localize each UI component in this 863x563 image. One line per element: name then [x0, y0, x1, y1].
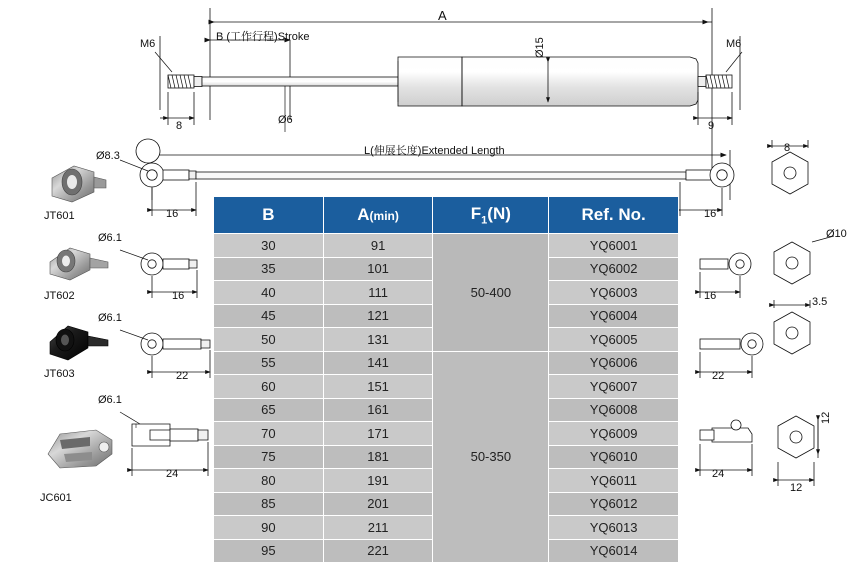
fitting-jc601: [40, 420, 126, 504]
dim-label-8-right: 8: [784, 142, 791, 154]
fitting-jt602: [44, 240, 114, 306]
fitting-jt601-image: [44, 160, 114, 208]
fitting-jt601-code: JT601: [44, 210, 75, 222]
cell-ref: YQ6004: [549, 304, 679, 328]
cell-a: 131: [323, 328, 433, 352]
label-thread-left: M6: [140, 38, 156, 50]
dim-label-rod-dia: Ø6: [278, 114, 293, 126]
fitting-jt603-image: [44, 318, 114, 366]
cell-a: 181: [323, 445, 433, 469]
cell-a: 141: [323, 351, 433, 375]
fitting-jc601-image: [40, 420, 126, 476]
cell-a: 91: [323, 234, 433, 258]
fitting-jt603-code: JT603: [44, 368, 75, 380]
cell-ref: YQ6003: [549, 281, 679, 305]
fitting-jt602-image: [44, 240, 114, 288]
cell-b: 40: [214, 281, 324, 305]
table-header-row: [214, 197, 679, 234]
cell-b: 30: [214, 234, 324, 258]
cell-ref: YQ6006: [549, 351, 679, 375]
cell-a: 191: [323, 469, 433, 493]
cell-b: 90: [214, 516, 324, 540]
cell-b: 85: [214, 492, 324, 516]
label-thread-right: M6: [726, 38, 742, 50]
cell-ref: YQ6013: [549, 516, 679, 540]
cell-ref: YQ6011: [549, 469, 679, 493]
column-header-a: [323, 197, 433, 234]
specification-table: [213, 196, 679, 563]
cell-b: 75: [214, 445, 324, 469]
cell-force-group-2: 50-350: [433, 351, 549, 563]
dim-label-stroke: B (工作行程)Stroke: [216, 31, 310, 43]
cell-ref: YQ6014: [549, 539, 679, 563]
cell-b: 55: [214, 351, 324, 375]
dim-label-16-left-row2: 16: [172, 290, 185, 302]
cell-b: 65: [214, 398, 324, 422]
dim-label-9-right: 9: [708, 120, 715, 132]
dim-label-eye-dia-6-1-a: Ø6.1: [98, 232, 122, 244]
cell-ref: YQ6009: [549, 422, 679, 446]
fitting-jt601: [44, 160, 114, 226]
dim-label-extended-length: L(伸展长度)Extended Length: [364, 145, 505, 157]
dim-label-16-right-row2: 16: [704, 290, 717, 302]
dim-label-a: A: [438, 8, 447, 23]
cell-a: 111: [323, 281, 433, 305]
dim-label-tube-dia: Ø15: [534, 37, 546, 58]
cell-b: 95: [214, 539, 324, 563]
dim-label-12-vertical: 12: [820, 411, 832, 424]
column-header-a-unit: (min): [369, 209, 399, 223]
dim-label-eye-dia-6-1-c: Ø6.1: [98, 394, 122, 406]
column-header-force-text: F: [470, 203, 482, 223]
column-header-ref: Ref. No.: [549, 197, 679, 234]
dim-label-3-5-right: 3.5: [812, 296, 828, 308]
cell-ref: YQ6012: [549, 492, 679, 516]
cell-b: 35: [214, 257, 324, 281]
cell-b: 45: [214, 304, 324, 328]
cell-a: 121: [323, 304, 433, 328]
cell-a: 151: [323, 375, 433, 399]
cell-a: 211: [323, 516, 433, 540]
cell-b: 60: [214, 375, 324, 399]
cell-ref: YQ6002: [549, 257, 679, 281]
cell-ref: YQ6005: [549, 328, 679, 352]
cell-a: 171: [323, 422, 433, 446]
dim-label-eye-dia-6-1-b: Ø6.1: [98, 312, 122, 324]
fitting-jt603: [44, 318, 114, 384]
dim-label-eye-dia-8-3: Ø8.3: [96, 150, 120, 162]
table-body: [214, 234, 679, 563]
column-header-a-text: A: [357, 205, 370, 224]
table-row: [214, 234, 679, 258]
dim-label-8-left: 8: [176, 120, 183, 132]
cell-a: 161: [323, 398, 433, 422]
column-header-force-unit: (N): [487, 203, 511, 223]
dim-label-22-left: 22: [176, 370, 189, 382]
cell-b: 80: [214, 469, 324, 493]
cell-a: 201: [323, 492, 433, 516]
fitting-jc601-code: JC601: [40, 492, 72, 504]
cell-ref: YQ6001: [549, 234, 679, 258]
cell-ref: YQ6010: [549, 445, 679, 469]
column-header-force-sub: 1: [481, 214, 488, 227]
column-header-force: [433, 197, 549, 234]
dim-label-24-right: 24: [712, 468, 725, 480]
cell-a: 221: [323, 539, 433, 563]
dim-label-16-left-row1: 16: [166, 208, 179, 220]
cell-b: 50: [214, 328, 324, 352]
cell-ref: YQ6008: [549, 398, 679, 422]
dim-label-dia-10-right: Ø10: [826, 228, 847, 240]
cell-a: 101: [323, 257, 433, 281]
cell-ref: YQ6007: [549, 375, 679, 399]
column-header-b: B: [214, 197, 324, 234]
dim-label-16-right: 16: [704, 208, 717, 220]
cell-force-group-1: 50-400: [433, 234, 549, 352]
dim-label-24-left: 24: [166, 468, 179, 480]
cell-b: 70: [214, 422, 324, 446]
dim-label-22-right: 22: [712, 370, 725, 382]
table-row: [214, 351, 679, 375]
dim-label-12-horizontal: 12: [790, 482, 803, 494]
fitting-jt602-code: JT602: [44, 290, 75, 302]
